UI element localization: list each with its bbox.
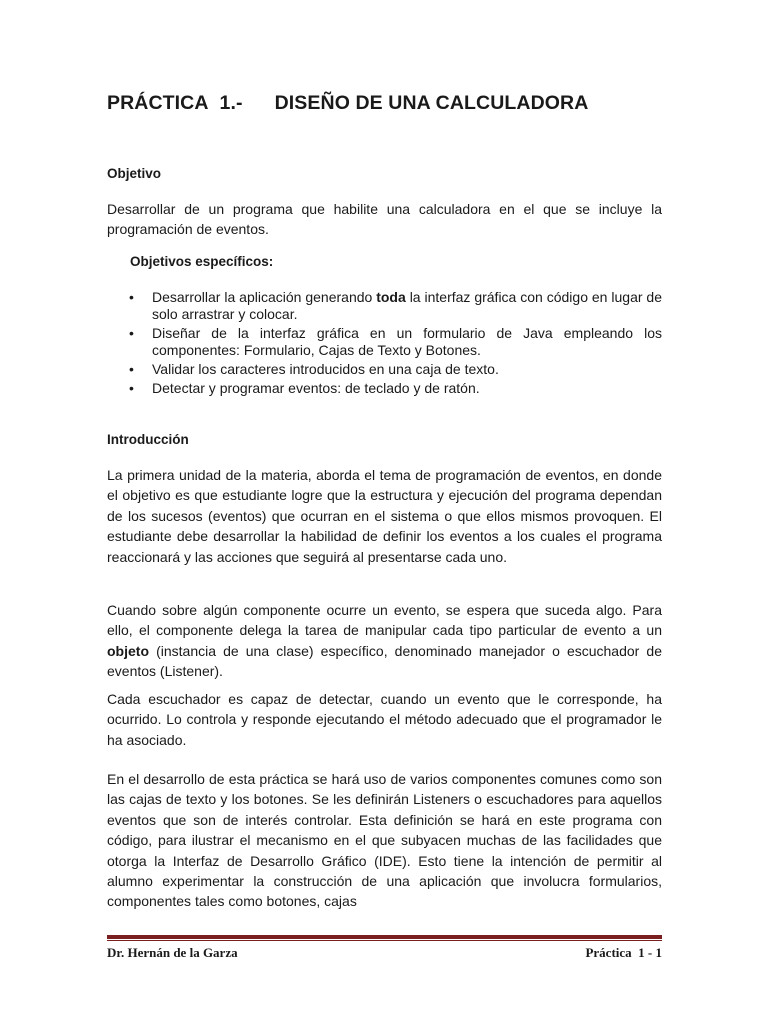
document-page xyxy=(107,0,662,1024)
list-item: • Detectar y programar eventos: de teclado y de ratón. xyxy=(107,380,662,397)
objetivos-especificos-heading: Objetivos específicos: xyxy=(130,254,274,269)
intro-paragraph-4: En el desarrollo de esta práctica se hará uso de varios componentes comunes como son las cajas de texto y los botones. Se les definirán Listeners o escuchadores para aquellos eventos que son de interés controlar. Esta definición se hará en este programa con código, para ilustrar el mecanismo en el que subyacen muchas de las facilidades que otorga la Interfaz de Desarrollo Gráfico (IDE). Esto tiene la intención de permitir al alumno experimentar la construcción de una aplicación que involucra formularios, componentes tales como botones, cajas xyxy=(107,771,662,910)
list-item: • Desarrollar la aplicación generando toda la interfaz gráfica con código en lugar de solo arrastrar y colocar. xyxy=(107,289,662,324)
intro-paragraph-1: La primera unidad de la materia, aborda el tema de programación de eventos, en donde el objetivo es que estudiante logre que la estructura y ejecución del programa dependan de los sucesos (eventos) que ocurran en el sistema o que ellos mismos provoquen. El estudiante debe desarrollar la habilidad de definir los eventos a los cuales el programa reaccionará y las acciones que seguirá al presentarse cada uno. xyxy=(107,467,662,565)
title-practica: PRÁCTICA xyxy=(107,92,209,114)
objetivo-text: Desarrollar de un programa que habilite una calculadora en el que se incluye la programación de eventos. xyxy=(107,201,662,238)
intro-paragraph-3: Cada escuchador es capaz de detectar, cuando un evento que le corresponde, ha ocurrido. Lo controla y responde ejecutando el método adecuado que el programador le ha asociado. xyxy=(107,691,662,748)
footer-page-number: Práctica 1 - 1 xyxy=(585,945,662,960)
objetivos-list xyxy=(107,289,662,398)
objetivo-heading: Objetivo xyxy=(107,166,162,181)
footer-rule xyxy=(107,935,662,939)
list-item: • Validar los caracteres introducidos en una caja de texto. xyxy=(107,361,662,378)
title-name: DISEÑO DE UNA CALCULADORA xyxy=(274,92,589,114)
footer-rule-thin xyxy=(107,940,662,941)
page-title xyxy=(107,92,662,115)
list-item: • Diseñar de la interfaz gráfica en un formulario de Java empleando los componentes: Formulario, Cajas de Texto y Botones. xyxy=(107,325,662,360)
introduccion-heading: Introducción xyxy=(107,432,189,447)
title-number: 1.- xyxy=(219,92,243,114)
intro-paragraph-2: Cuando sobre algún componente ocurre un evento, se espera que suceda algo. Para ello, el componente delega la tarea de manipular cada tipo particular de evento a un objeto (instancia de una clase) específico, denominado manejador o escuchador de eventos (Listener). xyxy=(107,602,662,680)
footer-author: Dr. Hernán de la Garza xyxy=(107,945,238,960)
